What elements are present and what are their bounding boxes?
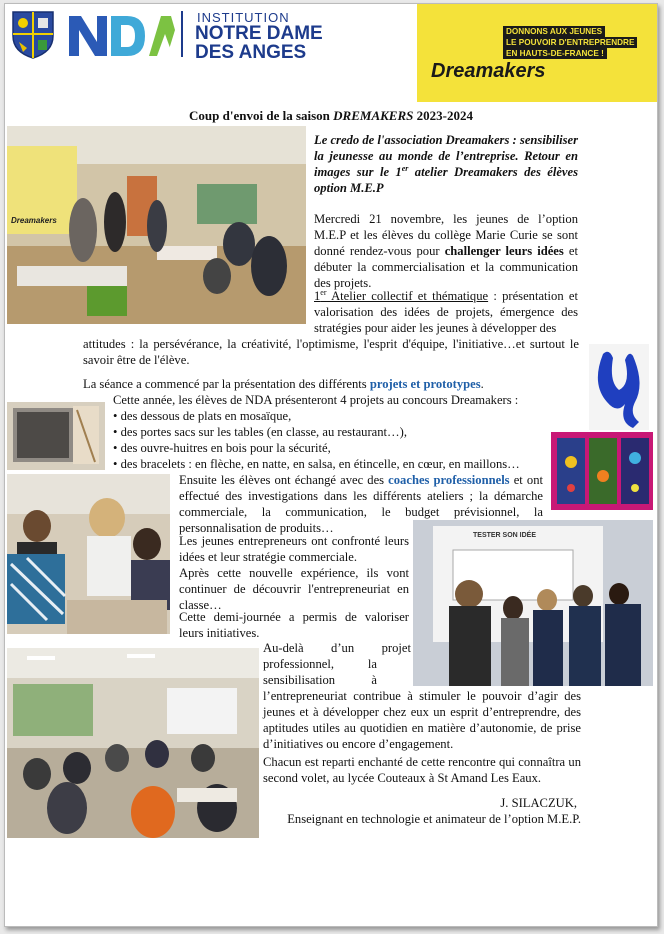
logo-line-notre-dame: NOTRE DAME: [195, 23, 323, 44]
para8: Cette demi-journée a permis de valoriser leurs initiatives.: [179, 610, 409, 640]
paragraph-date: [314, 211, 578, 291]
screen-slide-title: TESTER SON IDÉE: [473, 532, 537, 539]
logo-line-des-anges: DES ANGES: [195, 42, 307, 63]
link-coaches-professionnels[interactable]: coaches professionnels: [388, 473, 510, 487]
logo-divider: [181, 11, 183, 57]
list-item: • des bracelets : en flèche, en natte, en salsa, en étincelle, en cœur, en maillons…: [113, 456, 553, 472]
paragraph-au-dela-b: [263, 688, 581, 752]
para2-num: 1: [314, 289, 321, 303]
para3-tail: .: [480, 377, 484, 391]
paragraph-demi-journee: [179, 609, 409, 641]
nda-crest: [11, 10, 55, 60]
photo-mosaic-trivet: [7, 402, 105, 470]
projects-list: [113, 408, 553, 472]
title-suffix: 2023-2024: [413, 108, 473, 123]
para9a-line-2: professionnel, la: [263, 657, 377, 671]
para3-text: La séance a commencé par la présentation des différents: [83, 377, 370, 391]
paragraph-confrontation: [179, 533, 409, 565]
intro-lead: Le credo de l'association Dreamakers : sensibiliser la jeunesse au monde de l’entreprise. Retour en images sur le 1: [314, 133, 578, 179]
para1-tail: et débuter la commercialisation et la communication des projets.: [314, 244, 578, 290]
banner-line-2: LE POUVOIR D'ENTREPRENDRE: [503, 37, 637, 48]
photo-wide-classroom: [7, 648, 259, 838]
article-title: [5, 108, 657, 124]
para1-text: Mercredi 21 novembre, les jeunes de l’option M.E.P et les élèves du collège Marie Curie se sont donné rendez-vous pour: [314, 212, 578, 258]
para2-underline-wrap: [314, 289, 488, 303]
slide-logo-text: Dreamakers: [11, 216, 57, 225]
banner-line-1: DONNONS AUX JEUNES: [503, 26, 605, 37]
photo-blue-bag-hook: [589, 344, 649, 430]
title-italic: DREMAKERS: [333, 108, 414, 123]
paragraph-au-dela-a: [263, 640, 411, 688]
para2-sup: er: [320, 287, 327, 297]
para5-tail: et ont effectué des investigations dans les différents ateliers ; la démarche commerciale, la communication, le budget prévisionnel, la personnalisation de produits…: [179, 473, 543, 535]
para9b: l’entrepreneuriat contribue à stimuler le pouvoir d’agir des jeunes et à développer chez eux un esprit d’entreprendre, des aptitudes utiles au quotidien en matière d’autonomie, de prise d’initiatives ou encore d’engagement.: [263, 689, 581, 751]
logo-line-institution: INSTITUTION: [197, 10, 290, 25]
paragraph-seance: [83, 376, 583, 392]
list-item: • des dessous de plats en mosaïque,: [113, 408, 553, 424]
para10: Chacun est reparti enchanté de cette rencontre qui connaîtra un second volet, au lycée Couteaux à St Amand Les Eaux.: [263, 755, 581, 785]
para1-bold: challenger leurs idées: [444, 244, 564, 258]
paragraph-second-volet: [263, 754, 581, 786]
para9a-line-3: sensibilisation à: [263, 673, 377, 687]
para7: Après cette nouvelle expérience, ils vont continuer de découvrir l'entrepreneuriat en classe…: [179, 566, 409, 612]
banner-slogan: [503, 26, 643, 59]
paragraph-atelier-b: [83, 336, 579, 368]
dreamakers-banner: [417, 4, 657, 102]
para9a-line-1: Au-delà d’un projet: [263, 641, 411, 655]
signature-role: Enseignant en technologie et animateur de l’option M.E.P.: [287, 812, 581, 826]
photo-coach-with-students: [7, 474, 170, 634]
list-item: • des portes sacs sur les tables (en classe, au restaurant…),: [113, 424, 553, 440]
para4-text: Cette année, les élèves de NDA présenteront 4 projets au concours Dreamakers :: [113, 393, 519, 407]
paragraph-experience: [179, 565, 409, 613]
dreamakers-wordmark: Dreamakers: [431, 60, 546, 82]
intro-sup: er: [401, 163, 409, 173]
signature-name: J. SILACZUK,: [500, 796, 577, 810]
intro-credo: [314, 132, 578, 196]
nda-logo: [65, 10, 175, 62]
list-item: • des ouvre-huitres en bois pour la sécurité,: [113, 440, 553, 456]
para2-underline: Atelier collectif et thématique: [326, 289, 489, 303]
intro-tail: atelier Dreamakers des élèves option M.E.P: [314, 165, 578, 195]
paragraph-projets-intro: [113, 392, 563, 408]
link-projets-prototypes[interactable]: projets et prototypes: [369, 377, 481, 391]
para5-text: Ensuite les élèves ont échangé avec des: [179, 473, 389, 487]
photo-students-presenting: [413, 520, 653, 686]
photo-workshop-classroom: [7, 126, 306, 324]
paragraph-atelier-a: [314, 288, 578, 336]
para2-text-b: attitudes : la persévérance, la créativité, l'optimisme, l'esprit d'équipe, l'initiative…et surtout le savoir être de l'élève.: [83, 337, 579, 367]
banner-line-3: EN HAUTS-DE-FRANCE !: [503, 48, 607, 59]
para6: Les jeunes entrepreneurs ont confronté leurs idées et leur stratégie commerciale.: [179, 534, 409, 564]
document-page: [4, 3, 658, 927]
title-prefix: Coup d'envoi de la saison: [189, 108, 334, 123]
para2-text-a: : présentation et valorisation des idées de projets, émergence des stratégies pour aider les jeunes à développer des: [314, 289, 578, 335]
photo-bracelet-mosaics: [551, 432, 653, 510]
